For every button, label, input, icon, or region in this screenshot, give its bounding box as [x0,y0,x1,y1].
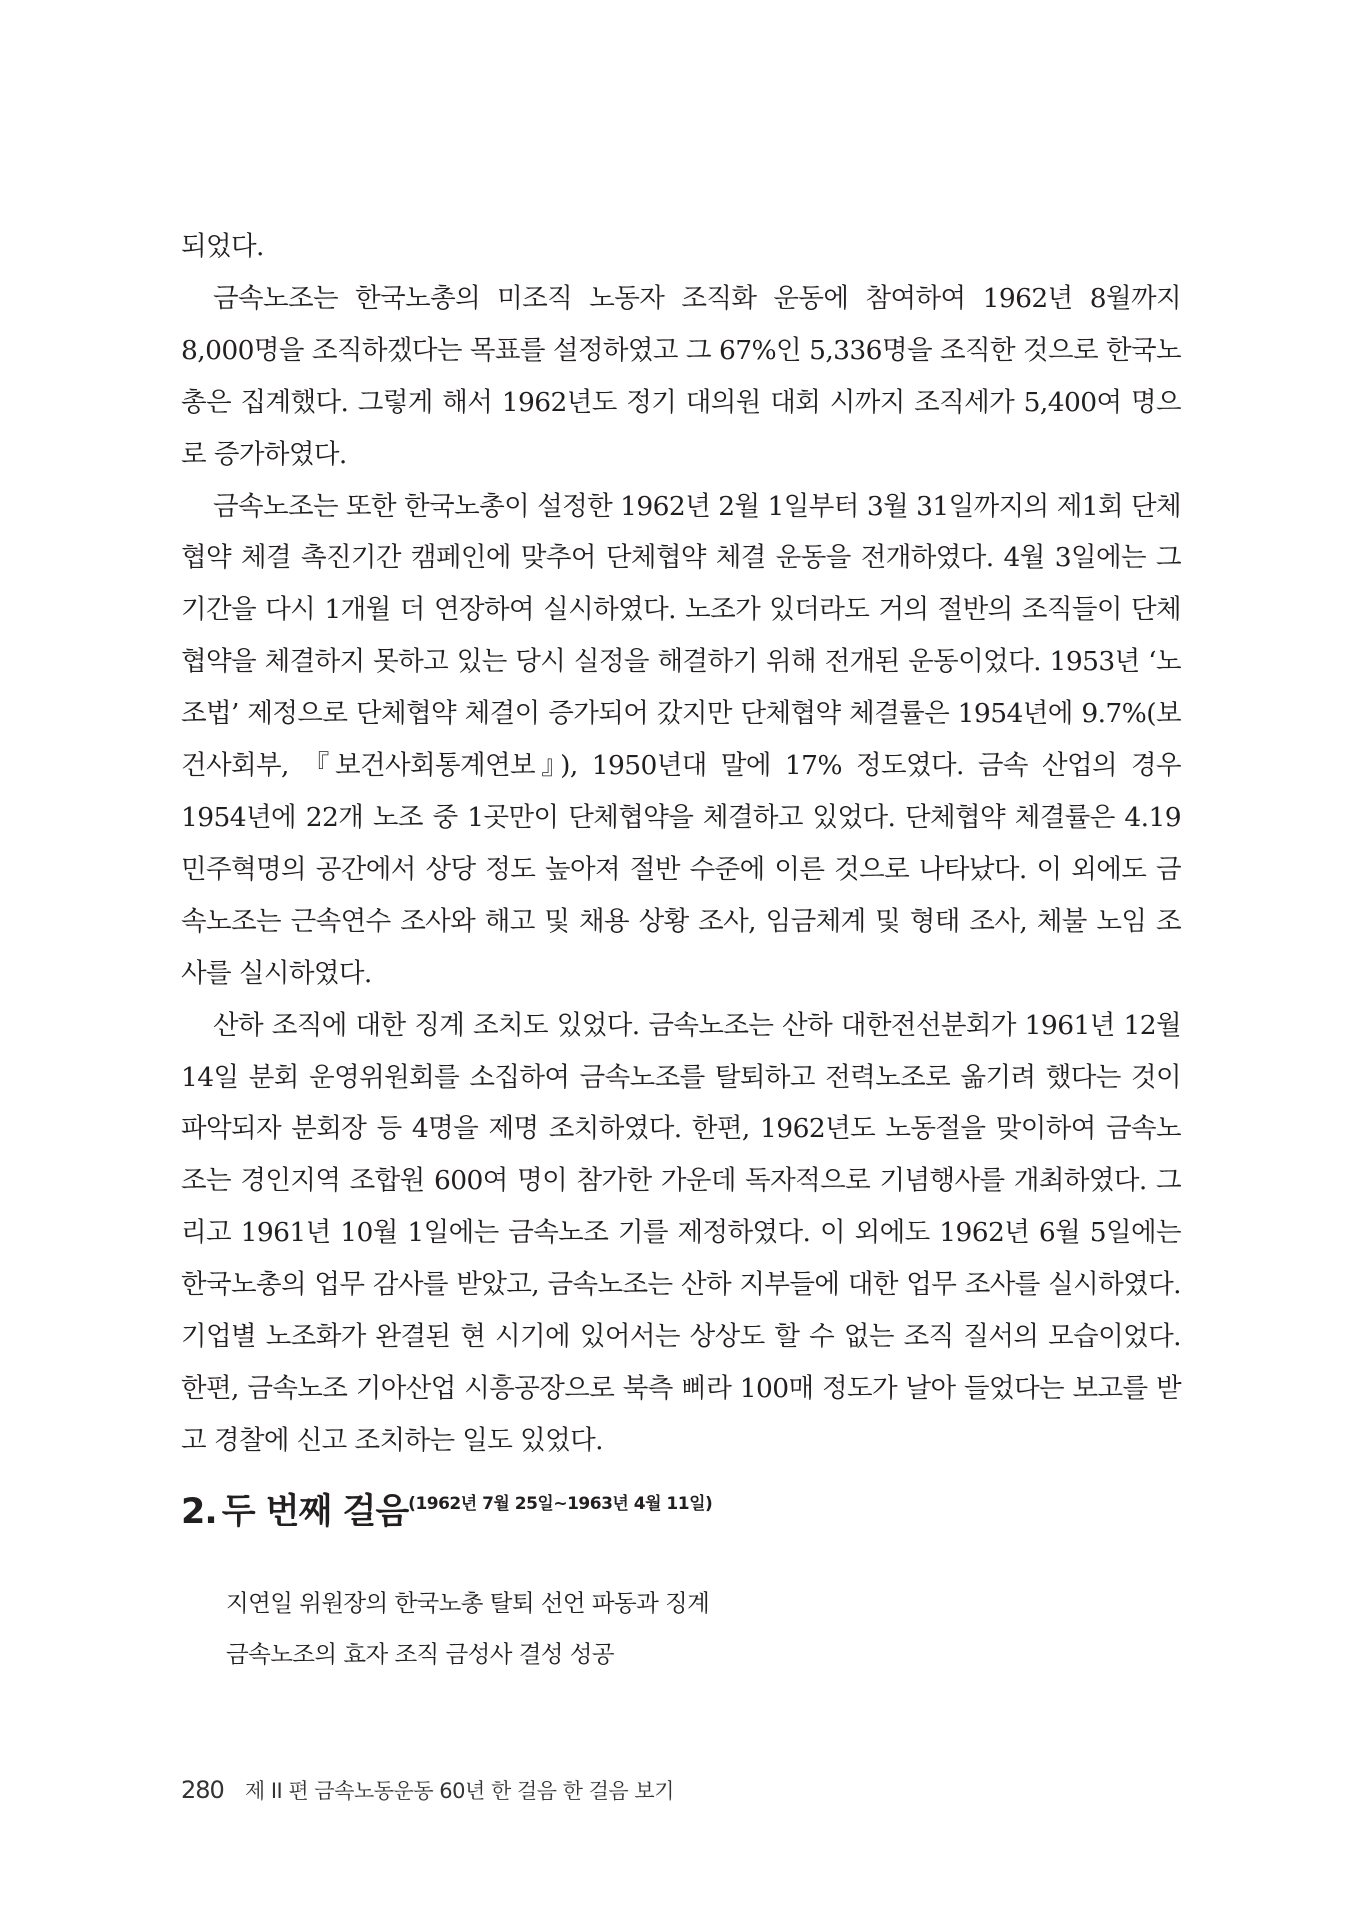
body-text [181,221,1181,1467]
section-number: 2. [181,1492,217,1532]
page-footer [181,1775,674,1805]
section-period: (1962년 7월 25일~1963년 4월 11일) [408,1494,713,1514]
subtopic-item: 지연일 위원장의 한국노총 탈퇴 선언 파동과 징계 [226,1589,710,1617]
paragraph-organizing-campaign: 금속노조는 한국노총의 미조직 노동자 조직화 운동에 참여하여 1962년 8월까지 8,000명을 조직하겠다는 목표를 설정하였고 그 67%인 5,336명을 조직한 것으로 한국노총은 집계했다. 그렇게 해서 1962년도 정기 대의원 대회 시까지 조직세가 5,400여 명으로 증가하였다. [181,282,1181,470]
paragraph-disciplinary-action: 산하 조직에 대한 징계 조치도 있었다. 금속노조는 산하 대한전선분회가 1961년 12월 14일 분회 운영위원회를 소집하여 금속노조를 탈퇴하고 전력노조로 옮기려 했다는 것이 파악되자 분회장 등 4명을 제명 조치하였다. 한편, 1962년도 노동절을 맞이하여 금속노조는 경인지역 조합원 600여 명이 참가한 가운데 독자적으로 기념행사를 개최하였다. 그리고 1961년 10월 1일에는 금속노조 기를 제정하였다. 이 외에도 1962년 6월 5일에는 한국노총의 업무 감사를 받았고, 금속노조는 산하 지부들에 대한 업무 조사를 실시하였다. 기업별 노조화가 완결된 현 시기에 있어서는 상상도 할 수 없는 조직 질서의 모습이었다. 한편, 금속노조 기아산업 시흥공장으로 북측 삐라 100매 정도가 날아 들었다는 보고를 받고 경찰에 신고 조치하는 일도 있었다. [181,1009,1181,1456]
paragraph-continuation: 되었다. [181,231,264,262]
section-subtopics [226,1578,709,1680]
section-title: 두 번째 걸음 [221,1492,409,1532]
page-number: 280 [181,1776,224,1804]
paragraph-collective-agreement: 금속노조는 또한 한국노총이 설정한 1962년 2월 1일부터 3월 31일까지의 제1회 단체협약 체결 촉진기간 캠페인에 맞추어 단체협약 체결 운동을 전개하였다. 4월 3일에는 그 기간을 다시 1개월 더 연장하여 실시하였다. 노조가 있더라도 거의 절반의 조직들이 단체협약을 체결하지 못하고 있는 당시 실정을 해결하기 위해 전개된 운동이었다. 1953년 ‘노조법’ 제정으로 단체협약 체결이 증가되어 갔지만 단체협약 체결률은 1954년에 9.7%(보건사회부, 『보건사회통계연보』), 1950년대 말에 17% 정도였다. 금속 산업의 경우 1954년에 22개 노조 중 1곳만이 단체협약을 체결하고 있었다. 단체협약 체결률은 4.19 민주혁명의 공간에서 상당 정도 높아져 절반 수준에 이른 것으로 나타났다. 이 외에도 금속노조는 근속연수 조사와 해고 및 채용 상황 조사, 임금체계 및 형태 조사, 체불 노임 조사를 실시하였다. [181,490,1181,989]
subtopic-item: 금속노조의 효자 조직 금성사 결성 성공 [226,1640,614,1668]
section-heading [181,1484,712,1534]
running-title: 제 II 편 금속노동운동 60년 한 걸음 한 걸음 보기 [244,1779,674,1803]
